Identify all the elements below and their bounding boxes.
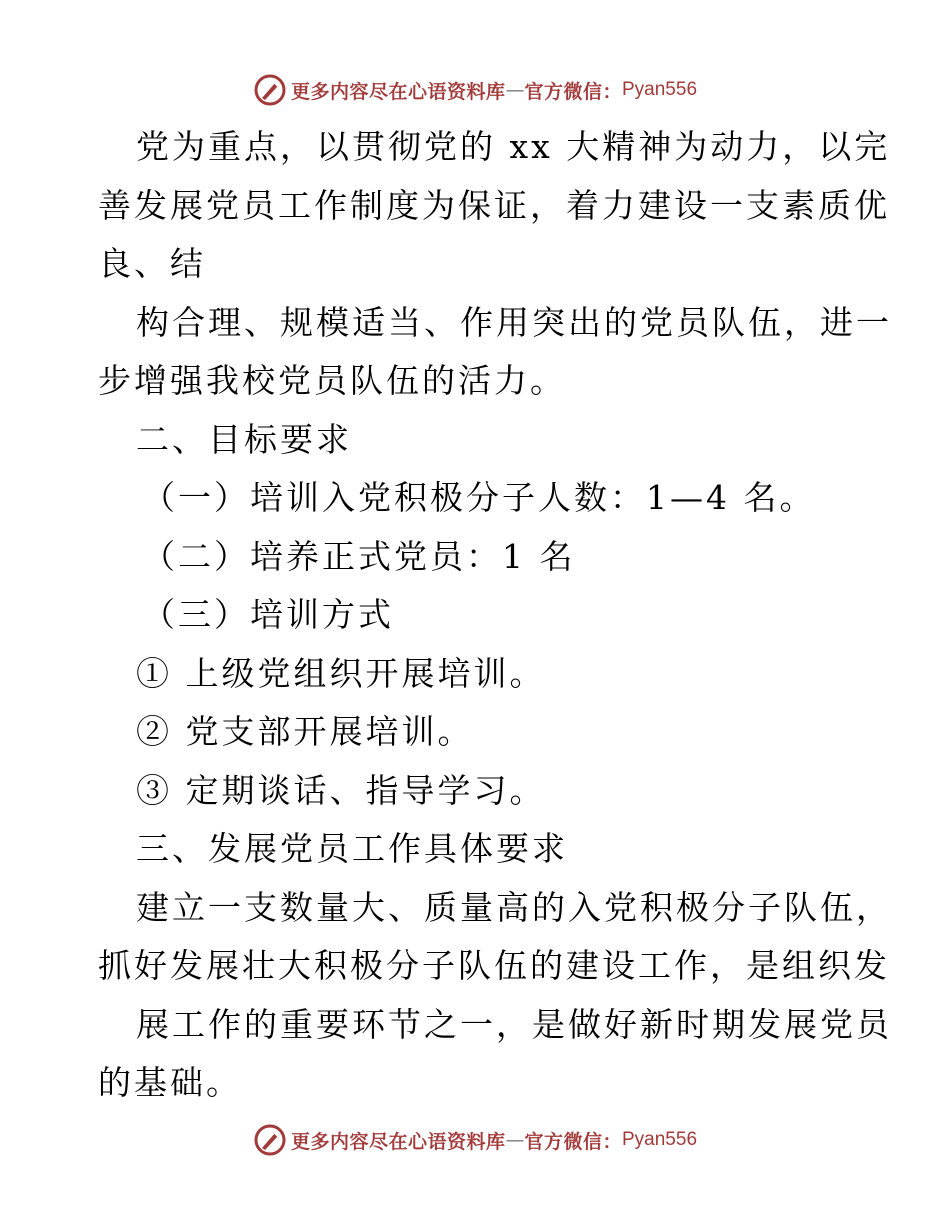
- logo-icon: [253, 1123, 287, 1157]
- paragraph-line: 的基础。: [98, 1063, 242, 1102]
- watermark-site-text: 更多内容尽在心语资料库: [290, 1130, 506, 1153]
- logo-icon: [253, 73, 287, 107]
- header-watermark: [0, 72, 950, 108]
- list-item: ① 上级党组织开展培训。: [136, 653, 546, 693]
- watermark-separator: —: [505, 79, 525, 101]
- list-item: （一）培训入党积极分子人数：1—4 名。: [142, 478, 816, 517]
- paragraph-line: 良、结: [98, 244, 206, 283]
- paragraph-line: 展工作的重要环节之一，是做好新时期发展党员: [136, 1004, 892, 1044]
- watermark-wechat-id: Pyan556: [622, 79, 698, 100]
- watermark-site-text: 更多内容尽在心语资料库: [290, 80, 506, 103]
- list-item: ③ 定期谈话、指导学习。: [136, 770, 546, 810]
- list-item: （二）培养正式党员：1 名: [142, 536, 576, 576]
- section-heading: 三、发展党员工作具体要求: [136, 829, 568, 868]
- watermark-wechat-label: 官方微信：: [524, 80, 622, 103]
- section-heading: 二、目标要求: [136, 419, 352, 459]
- document-body: [98, 118, 892, 1113]
- paragraph-line: 善发展党员工作制度为保证，着力建设一支素质优: [98, 185, 890, 225]
- watermark-separator: —: [505, 1129, 525, 1151]
- footer-watermark: [0, 1122, 950, 1158]
- paragraph-line: 抓好发展壮大积极分子队伍的建设工作，是组织发: [98, 946, 890, 985]
- list-item: （三）培训方式: [142, 595, 394, 634]
- paragraph-line: 步增强我校党员队伍的活力。: [98, 361, 566, 400]
- list-item: ② 党支部开展培训。: [136, 712, 474, 751]
- paragraph-line: 构合理、规模适当、作用突出的党员队伍，进一: [136, 302, 892, 342]
- watermark-wechat-label: 官方微信：: [524, 1130, 622, 1153]
- watermark-wechat-id: Pyan556: [622, 1129, 698, 1150]
- paragraph-line: 建立一支数量大、质量高的入党积极分子队伍，: [136, 887, 892, 927]
- paragraph-line: 党为重点，以贯彻党的 xx 大精神为动力，以完: [136, 127, 891, 166]
